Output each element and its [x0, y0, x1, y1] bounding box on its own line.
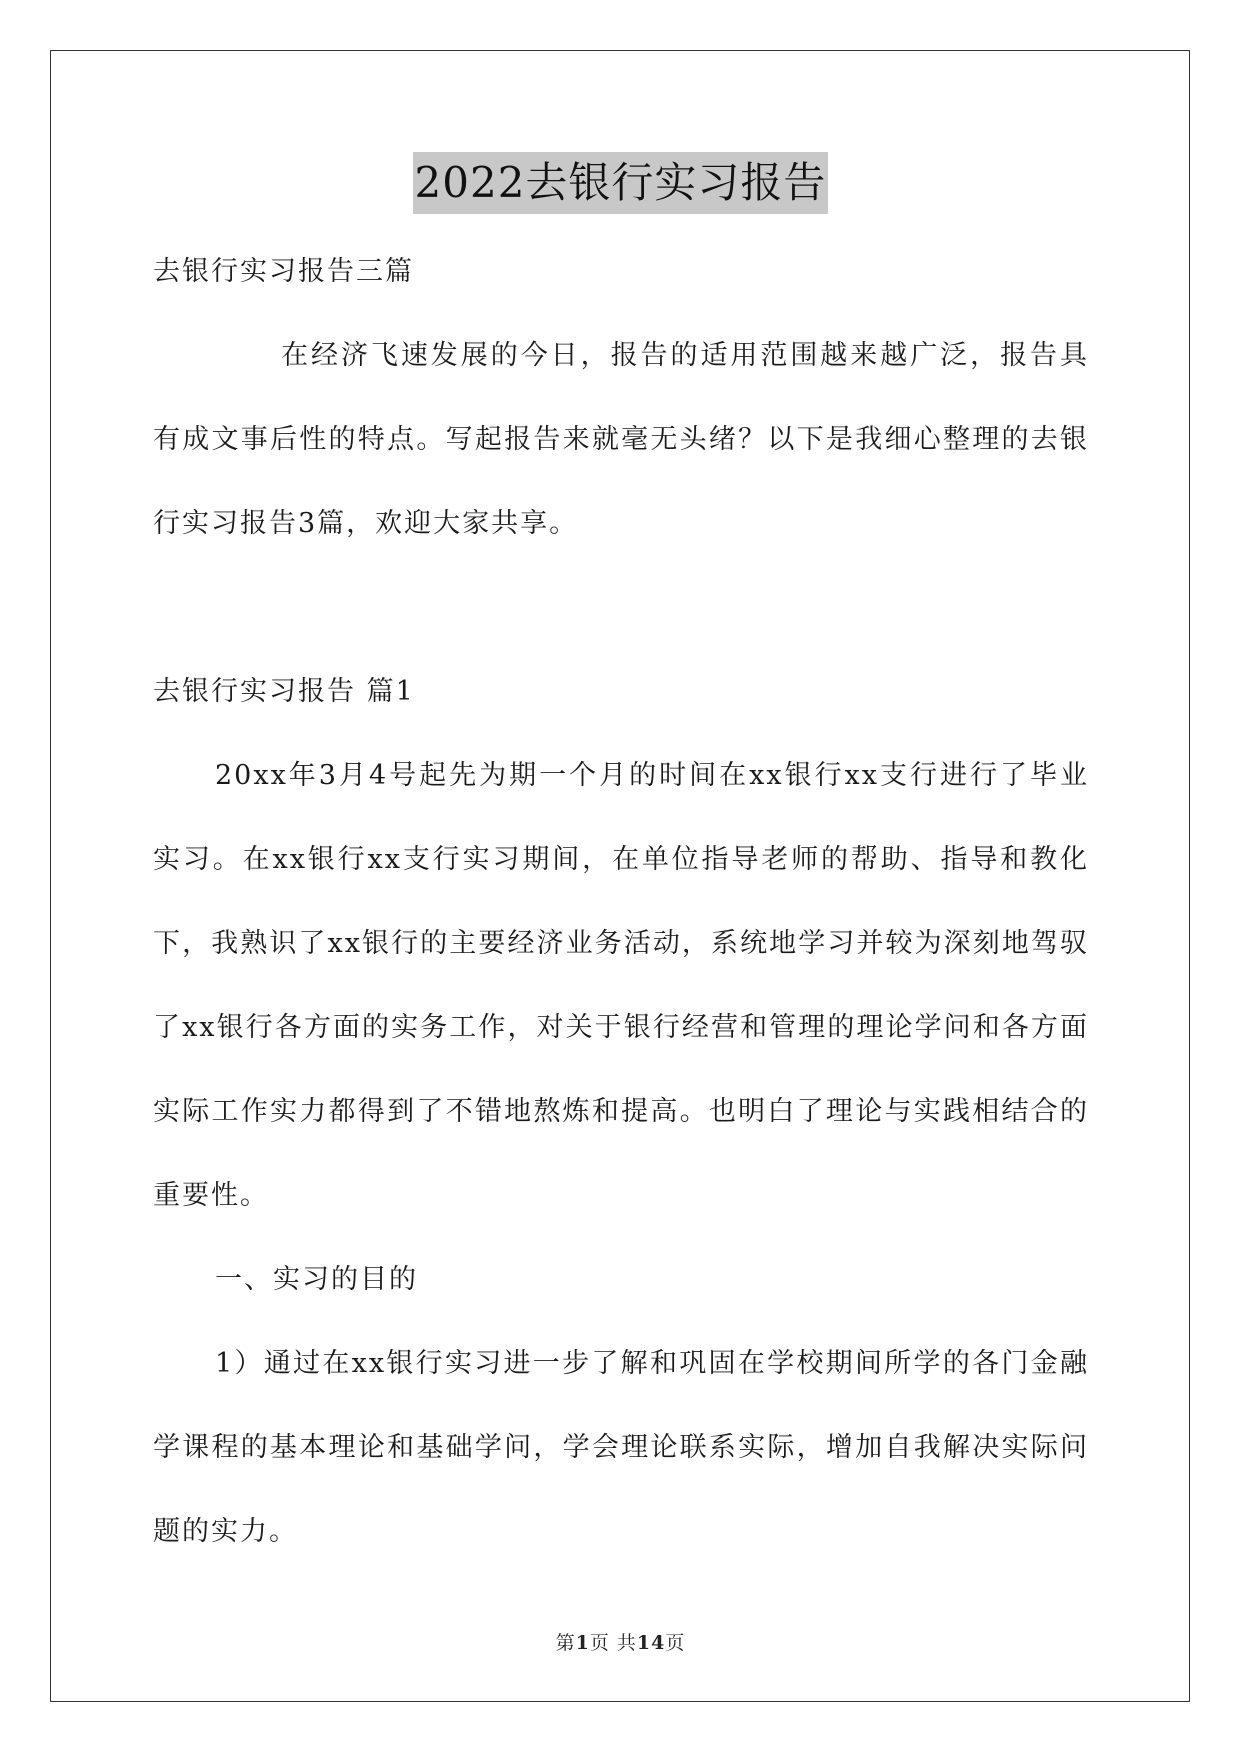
document-body [153, 230, 1089, 1574]
heading-one: 一、实习的目的 [215, 1264, 418, 1295]
footer-page-number: 1 [575, 1632, 590, 1654]
section-heading: 去银行实习报告 篇1 [153, 676, 415, 707]
title-container [0, 152, 1241, 214]
subtitle: 去银行实习报告三篇 [153, 256, 414, 287]
body-paragraph-1: 20xx年3月4号起先为期一个月的时间在xx银行xx支行进行了毕业实习。在xx银行xx支行实习期间，在单位指导老师的帮助、指导和教化下，我熟识了xx银行的主要经济业务活动，系统地学习并较为深刻地驾驭了xx银行各方面的实务工作，对关于银行经营和管理的理论学问和各方面实际工作实力都得到了不错地熬炼和提高。也明白了理论与实践相结合的重要性。 [153, 760, 1089, 1211]
footer-prefix: 第 [555, 1632, 576, 1654]
page-footer [0, 1628, 1241, 1655]
footer-total-pages: 14 [636, 1632, 666, 1654]
footer-suffix: 页 [665, 1632, 686, 1654]
body-paragraph-2: 1）通过在xx银行实习进一步了解和巩固在学校期间所学的各门金融学课程的基本理论和基础学问，学会理论联系实际，增加自我解决实际问题的实力。 [153, 1348, 1089, 1547]
footer-middle: 页 共 [589, 1632, 637, 1654]
spacer [153, 566, 1089, 650]
intro-paragraph: 在经济飞速发展的今日，报告的适用范围越来越广泛，报告具有成文事后性的特点。写起报告来就毫无头绪？以下是我细心整理的去银行实习报告3篇，欢迎大家共享。 [153, 340, 1089, 539]
document-title: 2022去银行实习报告 [413, 152, 829, 214]
